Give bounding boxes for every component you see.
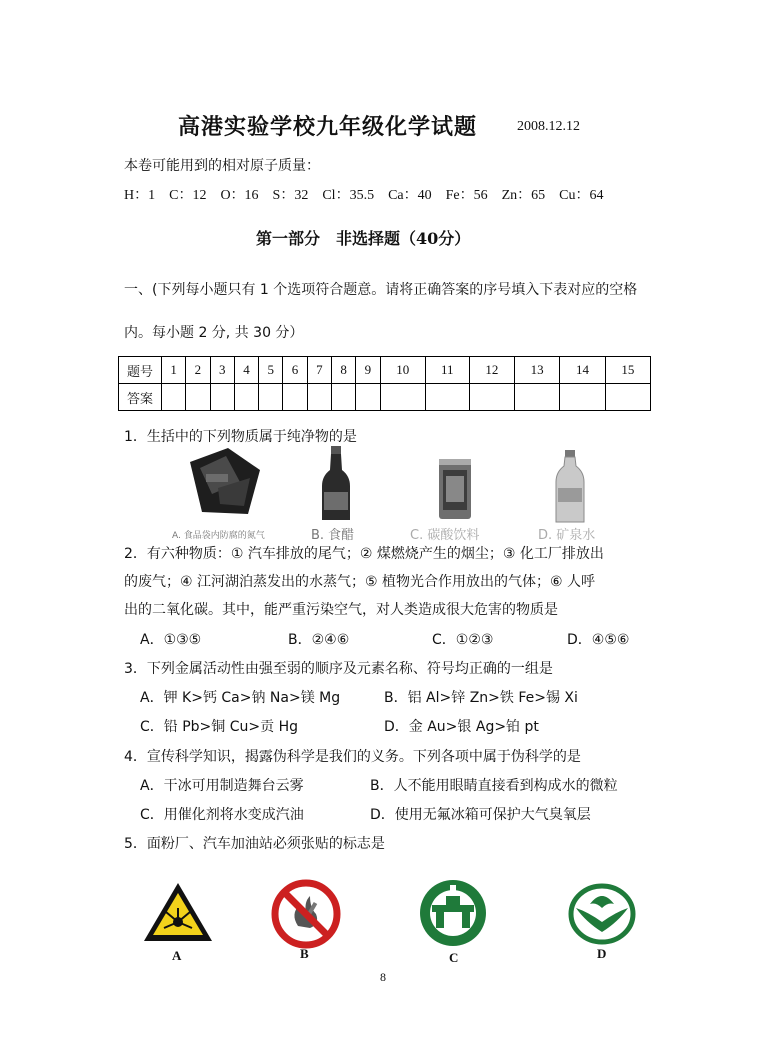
table-row-numbers — [119, 357, 651, 384]
nitrogen-bag-image — [178, 442, 268, 524]
soda-can-image — [436, 456, 474, 522]
table-cell-number: 10 — [380, 357, 425, 384]
answer-cell[interactable] — [560, 384, 605, 411]
question-2-line1: 2．有六种物质：① 汽车排放的尾气；② 煤燃烧产生的烟尘；③ 化工厂排放出 — [124, 546, 604, 562]
question-2-line2: 的废气；④ 江河湖泊蒸发出的水蒸气；⑤ 植物光合作用放出的气体；⑥ 人呼 — [124, 574, 596, 590]
table-cell-number: 3 — [210, 357, 234, 384]
page-number: 8 — [380, 970, 386, 984]
q4-option-c: C．用催化剂将水变成汽油 — [140, 807, 304, 823]
answer-cell[interactable] — [210, 384, 234, 411]
q4-option-a: A．干冰可用制造舞台云雾 — [140, 778, 304, 794]
q3-option-b: B．铝 Al>锌 Zn>铁 Fe>锡 Xi — [384, 690, 578, 706]
q2-option-b: B．②④⑥ — [288, 632, 350, 648]
exam-date: 2008.12.12 — [517, 119, 580, 134]
table-cell-number: 14 — [560, 357, 605, 384]
section-instruction-line1: 一、(下列每小题只有 1 个选项符合题意。请将正确答案的序号填入下表对应的空格 — [124, 282, 638, 298]
question-1-stem: 1．生括中的下列物质属于纯净物的是 — [124, 429, 357, 445]
table-cell-number: 8 — [331, 357, 355, 384]
caption-c: C. 碳酸饮料 — [410, 528, 480, 543]
answer-cell[interactable] — [425, 384, 469, 411]
answer-cell[interactable] — [331, 384, 355, 411]
green-food-logo-icon — [568, 882, 636, 946]
masses-intro: 本卷可能用到的相对原子质量： — [124, 158, 320, 174]
q3-option-c: C．铅 Pb>铜 Cu>贡 Hg — [140, 719, 298, 735]
mineral-water-bottle-image — [552, 448, 588, 524]
table-row-answers — [119, 384, 651, 411]
table-cell-number: 5 — [259, 357, 283, 384]
answer-cell[interactable] — [514, 384, 559, 411]
sign-label-c: C — [449, 950, 459, 965]
sign-label-d: D — [597, 946, 607, 961]
q3-option-a: A．钾 K>钙 Ca>钠 Na>镁 Mg — [140, 690, 341, 706]
caption-d: D. 矿泉水 — [538, 528, 596, 543]
question-4-stem: 4．宣传科学知识，揭露伪科学是我们的义务。下列各项中属于伪科学的是 — [124, 749, 581, 765]
table-row-label: 题号 — [119, 357, 162, 384]
section-instruction-line2: 内。每小题 2 分, 共 30 分） — [124, 325, 304, 341]
answer-cell[interactable] — [283, 384, 307, 411]
table-cell-number: 7 — [307, 357, 331, 384]
table-cell-number: 13 — [514, 357, 559, 384]
q4-option-b: B．人不能用眼睛直接看到构成水的微粒 — [370, 778, 618, 794]
page-title: 高港实验学校九年级化学试题 — [178, 114, 478, 140]
no-fire-sign-icon — [270, 878, 342, 950]
table-cell-number: 9 — [356, 357, 380, 384]
q2-option-a: A．①③⑤ — [140, 632, 202, 648]
sign-label-a: A — [172, 948, 182, 963]
answer-cell[interactable] — [380, 384, 425, 411]
answer-cell[interactable] — [469, 384, 514, 411]
q3-option-d: D．金 Au>银 Ag>铂 pt — [384, 719, 539, 735]
table-cell-number: 4 — [234, 357, 258, 384]
answer-cell[interactable] — [356, 384, 380, 411]
green-building-logo-icon — [416, 876, 490, 950]
table-cell-number: 2 — [186, 357, 210, 384]
answer-cell[interactable] — [234, 384, 258, 411]
answer-table — [118, 356, 651, 411]
table-row-label: 答案 — [119, 384, 162, 411]
answer-cell[interactable] — [259, 384, 283, 411]
answer-cell[interactable] — [605, 384, 650, 411]
question-2-line3: 出的二氧化碳。其中，能严重污染空气，对人类造成很大危害的物质是 — [124, 602, 558, 618]
answer-cell[interactable] — [162, 384, 186, 411]
caption-a: A. 食品袋内防腐的氮气 — [172, 531, 265, 541]
question-3-stem: 3．下列金属活动性由强至弱的顺序及元素名称、符号均正确的一组是 — [124, 661, 553, 677]
q2-option-c: C．①②③ — [432, 632, 494, 648]
question-5-stem: 5．面粉厂、汽车加油站必须张贴的标志是 — [124, 836, 385, 852]
q4-option-d: D．使用无氟冰箱可保护大气臭氧层 — [370, 807, 591, 823]
atomic-masses: H：1 C：12 O：16 S：32 Cl：35.5 Ca：40 Fe：56 Zn：65 Cu：64 — [124, 188, 604, 203]
caption-b: B. 食醋 — [311, 528, 355, 543]
answer-cell[interactable] — [307, 384, 331, 411]
sign-label-b: B — [300, 946, 309, 961]
vinegar-bottle-image — [316, 444, 356, 524]
table-cell-number: 15 — [605, 357, 650, 384]
table-cell-number: 12 — [469, 357, 514, 384]
table-cell-number: 11 — [425, 357, 469, 384]
table-cell-number: 6 — [283, 357, 307, 384]
table-cell-number: 1 — [162, 357, 186, 384]
answer-cell[interactable] — [186, 384, 210, 411]
part-title: 第一部分 非选择题（40分） — [256, 229, 471, 248]
explosive-warning-sign-icon — [142, 880, 214, 944]
q2-option-d: D．④⑤⑥ — [567, 632, 630, 648]
